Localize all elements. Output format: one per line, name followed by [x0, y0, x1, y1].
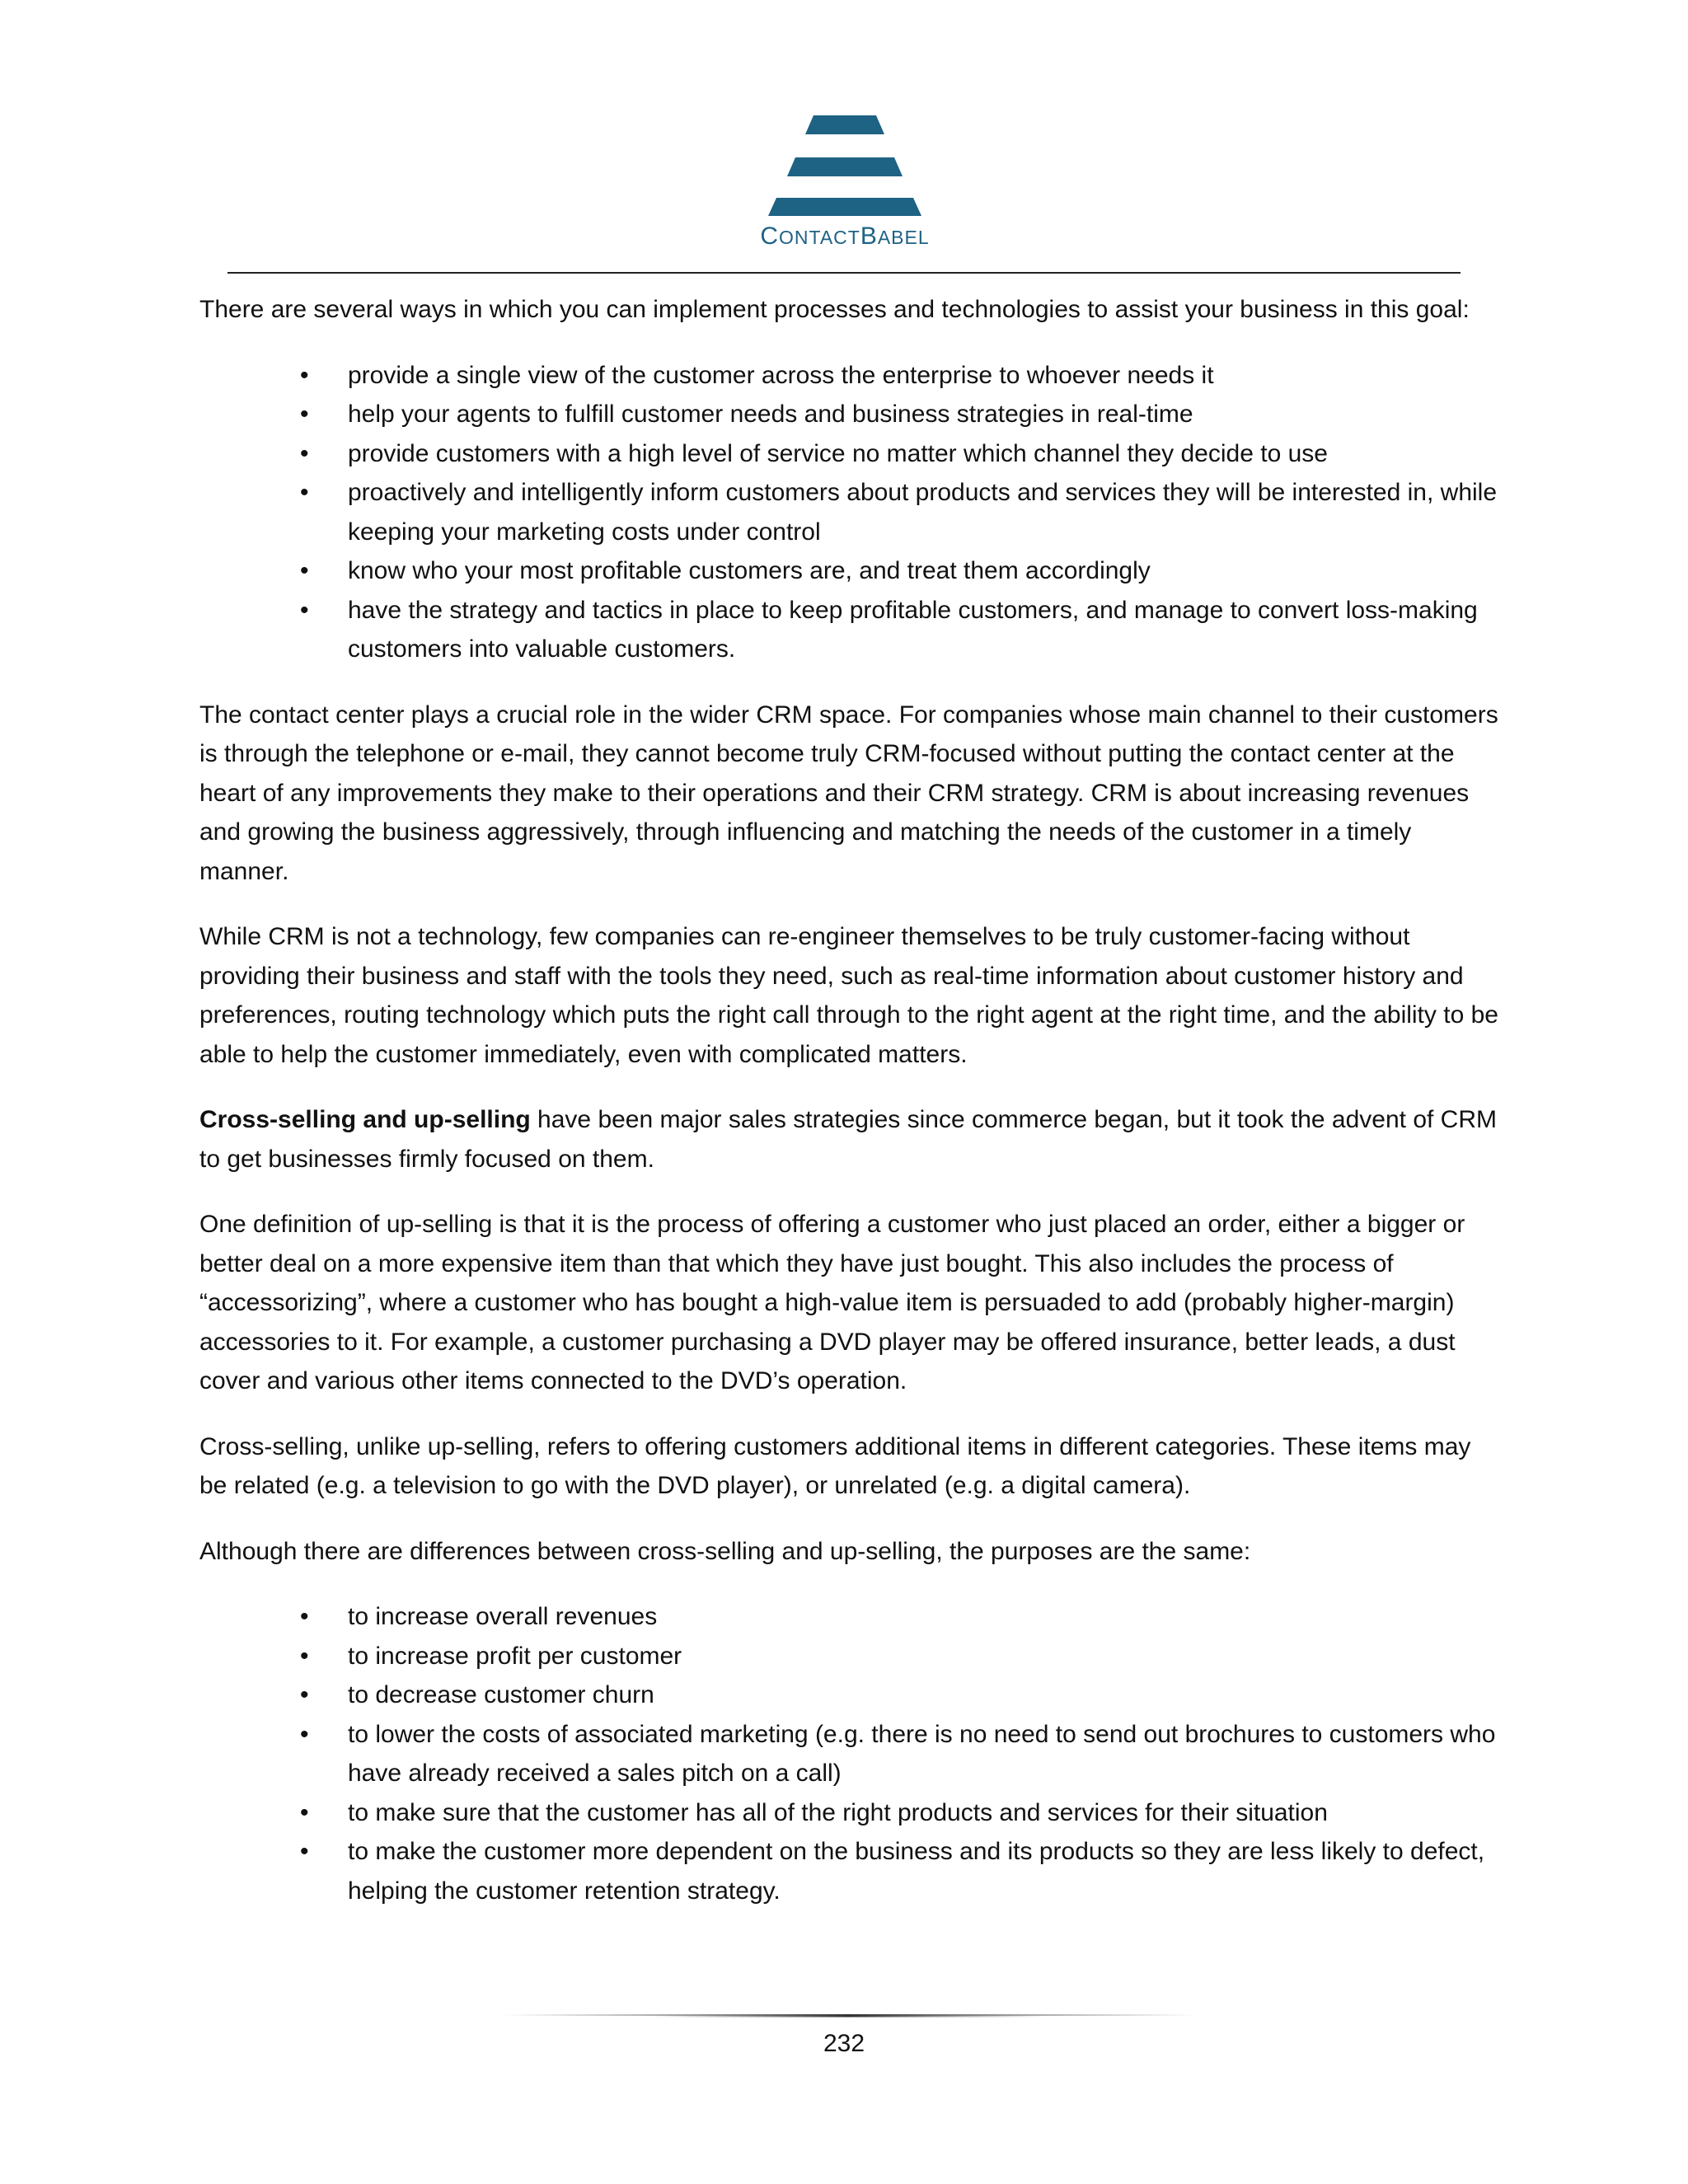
list-item: • provide customers with a high level of service no matter which channel they decide to use — [199, 434, 1502, 474]
header-divider — [227, 272, 1461, 274]
contact-center-paragraph: The contact center plays a crucial role in the wider CRM space. For companies whose main channel to their customers is through the telephone or e-mail, they cannot become truly CRM-focused without putting the contact center at the heart of any improvements they make to their operations and their CRM strategy. CRM is about increasing revenues and growing the business aggressively, through influencing and matching the needs of the customer in a timely manner. — [199, 701, 1498, 885]
list-item: • help your agents to fulfill customer needs and business strategies in real-time — [199, 395, 1502, 434]
footer-divider — [503, 2013, 1195, 2018]
bullet-icon: • — [300, 596, 309, 624]
bullet-icon: • — [300, 1720, 309, 1748]
page-header — [0, 0, 1688, 280]
upselling-paragraph: One definition of up-selling is that it is the process of offering a customer who just placed an order, either a bigger or better deal on a more expensive item than that which they have just bought. This also includes the process of “accessorizing”, where a customer who has bought a high-value item is persuaded to add (probably higher-margin) accessories to it. For example, a customer purchasing a DVD player may be offered insurance, better leads, a dust cover and various other items connected to the DVD’s operation. — [199, 1211, 1465, 1394]
bullet-icon: • — [300, 401, 309, 428]
list-item: • proactively and intelligently inform customers about products and services they will be interested in, while keeping your marketing costs under control — [199, 473, 1502, 551]
list-item: • to increase overall revenues — [199, 1597, 1502, 1637]
list-item: • to decrease customer churn — [199, 1675, 1502, 1715]
list-item: • provide a single view of the customer across the enterprise to whoever needs it — [199, 356, 1502, 396]
logo-wordmark: CONTACTBABEL — [760, 223, 930, 250]
purposes-list — [199, 1597, 1502, 1910]
bullet-icon: • — [300, 1642, 309, 1670]
bullet-icon: • — [300, 1603, 309, 1630]
cross-selling-intro-paragraph: Cross-selling and up-selling have been major sales strategies since commerce began, but it took the advent of CRM to get businesses firmly focused on them. — [199, 1106, 1497, 1173]
list-item: • to lower the costs of associated marketing (e.g. there is no need to send out brochures to customers who have already received a sales pitch on a call) — [199, 1715, 1502, 1793]
list-item: • to increase profit per customer — [199, 1637, 1502, 1676]
list-item: • have the strategy and tactics in place to keep profitable customers, and manage to convert loss-making customers into valuable customers. — [199, 591, 1502, 669]
goals-list — [199, 356, 1502, 669]
intro-paragraph: There are several ways in which you can implement processes and technologies to assist your business in this goal: — [199, 296, 1470, 323]
bullet-icon: • — [300, 479, 309, 506]
document-body — [199, 290, 1502, 1937]
technology-paragraph: While CRM is not a technology, few companies can re-engineer themselves to be truly customer-facing without providing their business and staff with the tools they need, such as real-time information about customer history and preferences, routing technology which puts the right call through to the right agent at the right time, and the ability to be able to help the customer immediately, even with complicated matters. — [199, 923, 1498, 1068]
page-number: 232 — [823, 2030, 865, 2057]
list-item: • to make sure that the customer has all of the right products and services for their situation — [199, 1793, 1502, 1833]
bullet-icon: • — [300, 1838, 309, 1865]
crossselling-paragraph: Cross-selling, unlike up-selling, refers to offering customers additional items in different categories. These items may be related (e.g. a television to go with the DVD player), or unrelated (e.g. a digital camera). — [199, 1432, 1471, 1499]
list-item: • know who your most profitable customers are, and treat them accordingly — [199, 551, 1502, 591]
bullet-icon: • — [300, 439, 309, 467]
bullet-icon: • — [300, 1681, 309, 1708]
bullet-icon: • — [300, 361, 309, 389]
bullet-icon: • — [300, 1798, 309, 1826]
purposes-paragraph: Although there are differences between cross-selling and up-selling, the purposes are the same: — [199, 1537, 1251, 1565]
list-item: • to make the customer more dependent on the business and its products so they are less likely to defect, helping the customer retention strategy. — [199, 1832, 1502, 1910]
bold-term: Cross-selling and up-selling — [199, 1106, 531, 1133]
bullet-icon: • — [300, 557, 309, 584]
